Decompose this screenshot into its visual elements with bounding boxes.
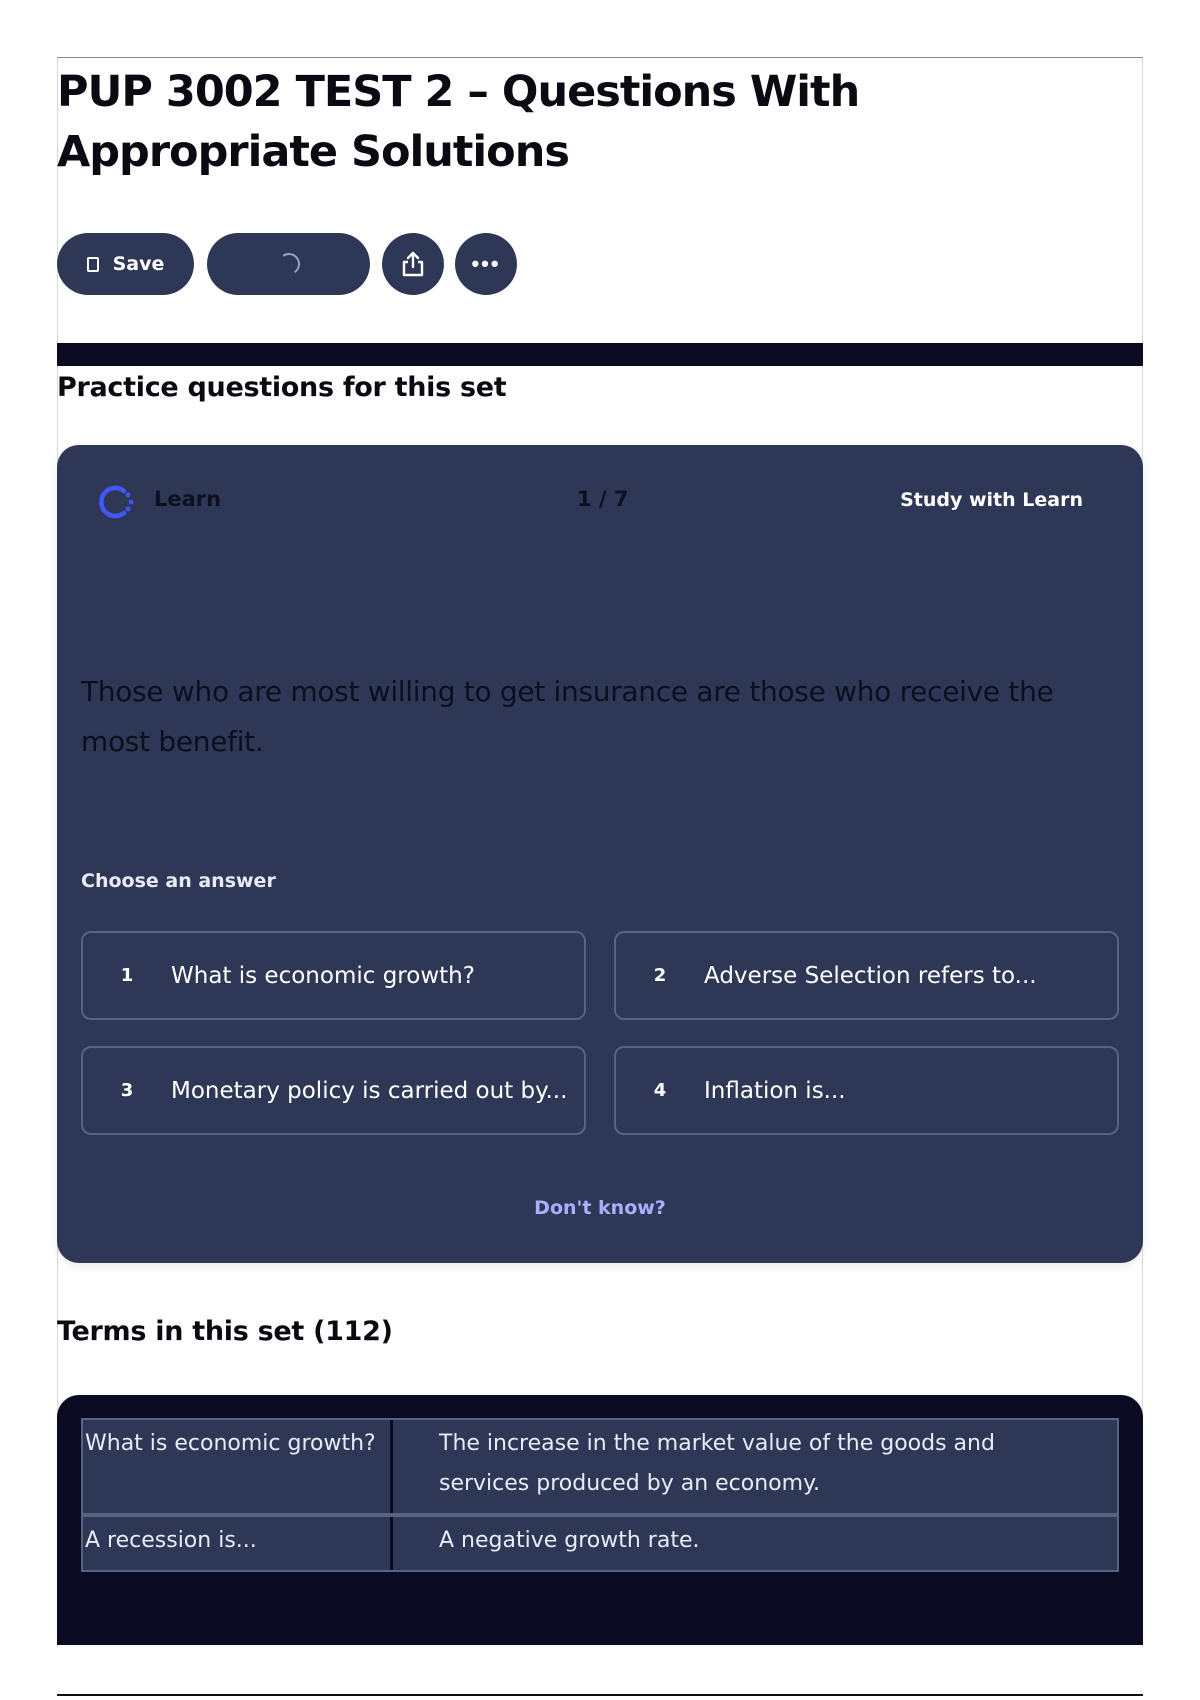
definition-cell: A negative growth rate.: [439, 1528, 700, 1553]
learn-icon: [97, 482, 137, 522]
page-title: PUP 3002 TEST 2 – Questions With Appropriate Solutions: [57, 67, 860, 177]
table-row: [81, 1515, 1119, 1572]
bottom-rule: [57, 1694, 1143, 1696]
learn-card: [57, 445, 1143, 1263]
table-row: [81, 1418, 1119, 1515]
answer-option-3[interactable]: [81, 1046, 586, 1135]
answer-text: Monetary policy is carried out by...: [171, 1077, 568, 1104]
answer-number: 4: [653, 1080, 667, 1101]
save-label: Save: [112, 253, 165, 275]
dont-know-link[interactable]: Don't know?: [534, 1197, 666, 1219]
more-button[interactable]: [455, 233, 517, 295]
choose-answer-label: Choose an answer: [81, 870, 276, 892]
study-with-learn-link[interactable]: Study with Learn: [900, 489, 1083, 511]
more-icon: •••: [471, 251, 501, 276]
term-cell: A recession is...: [83, 1517, 393, 1570]
question-counter: 1 / 7: [577, 487, 629, 511]
bookmark-icon: [87, 257, 99, 272]
share-button[interactable]: [382, 233, 444, 295]
answer-text: Inflation is...: [704, 1077, 846, 1104]
practice-heading: Practice questions for this set: [57, 372, 507, 403]
answer-option-2[interactable]: [614, 931, 1119, 1020]
learn-mode-label: Learn: [154, 487, 222, 511]
answer-number: 3: [120, 1080, 134, 1101]
definition-cell: The increase in the market value of the goods and services produced by an economy.: [439, 1431, 995, 1496]
answer-number: 1: [120, 965, 134, 986]
term-cell: What is economic growth?: [83, 1420, 393, 1513]
loading-button[interactable]: [207, 233, 370, 295]
terms-heading: Terms in this set (112): [57, 1316, 393, 1347]
answer-number: 2: [653, 965, 667, 986]
answer-option-1[interactable]: [81, 931, 586, 1020]
question-text: Those who are most willing to get insurance are those who receive the most benefit.: [81, 675, 1054, 758]
spinner-icon: [276, 251, 301, 276]
answer-text: Adverse Selection refers to...: [704, 962, 1037, 989]
save-button[interactable]: [57, 233, 194, 295]
answer-option-4[interactable]: [614, 1046, 1119, 1135]
divider-bar: [57, 343, 1143, 366]
share-icon: [400, 250, 426, 278]
terms-table: [57, 1395, 1143, 1645]
answer-text: What is economic growth?: [171, 962, 475, 989]
